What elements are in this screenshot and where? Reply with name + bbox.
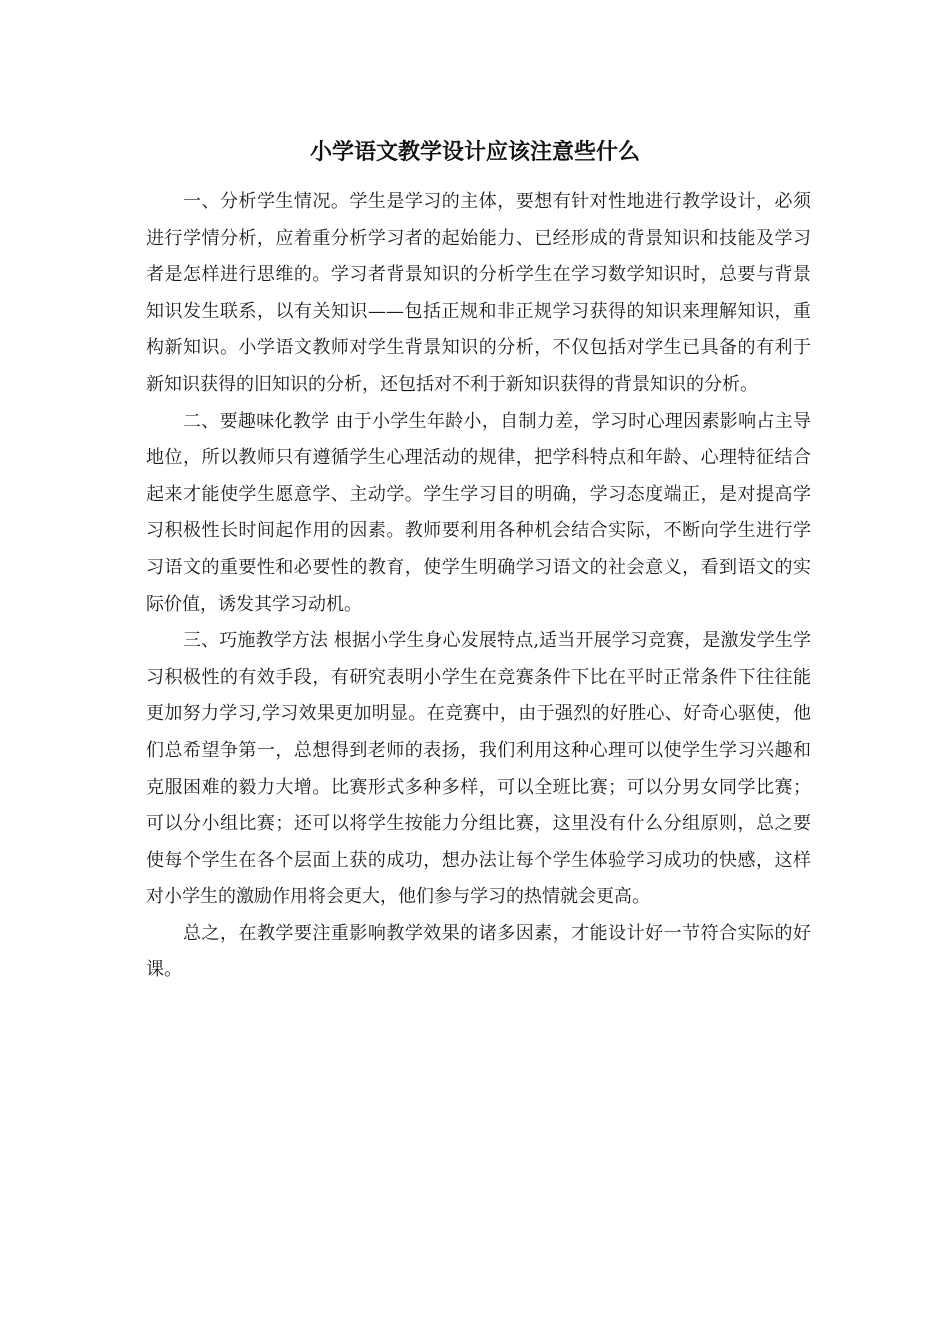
paragraph-fun-teaching: 二、要趣味化教学 由于小学生年龄小，自制力差，学习时心理因素影响占主导地位，所以教师只有遵循学生心理活动的规律，把学科特点和年龄、心理特征结合起来才能使学生愿意学、主动学。学生学习目的明确，学习态度端正，是对提高学习积极性长时间起作用的因素。教师要利用各种机会结合实际，不断向学生进行学习语文的重要性和必要性的教育，使学生明确学习语文的社会意义，看到语文的实际价值，诱发其学习动机。 xyxy=(146,410,811,615)
paragraph-analyze-students: 一、分析学生情况。学生是学习的主体，要想有针对性地进行教学设计，必须进行学情分析，应着重分析学习者的起始能力、已经形成的背景知识和技能及学习者是怎样进行思维的。学习者背景知识的分析学生在学习数学知识时，总要与背景知识发生联系，以有关知识——包括正规和非正规学习获得的知识来理解知识，重构新知识。小学语文教师对学生背景知识的分析，不仅包括对学生已具备的有利于新知识获得的旧知识的分析，还包括对不利于新知识获得的背景知识的分析。 xyxy=(146,191,811,395)
paragraph-conclusion: 总之，在教学要注重影响教学效果的诸多因素，才能设计好一节符合实际的好课。 xyxy=(146,922,811,981)
document-title: 小学语文教学设计应该注意些什么 xyxy=(309,139,640,165)
document-body xyxy=(146,184,811,989)
paragraph-teaching-methods: 三、巧施教学方法 根据小学生身心发展特点,适当开展学习竞赛，是激发学生学习积极性的有效手段，有研究表明小学生在竞赛条件下比在平时正常条件下往往能更加努力学习,学习效果更加明显。在竞赛中，由于强烈的好胜心、好奇心驱使，他们总希望争第一，总想得到老师的表扬，我们利用这种心理可以使学生学习兴趣和克服困难的毅力大增。比赛形式多种多样，可以全班比赛；可以分男女同学比赛；可以分小组比赛；还可以将学生按能力分组比赛，这里没有什么分组原则，总之要使每个学生在各个层面上获的成功，想办法让每个学生体验学习成功的快感，这样对小学生的激励作用将会更大，他们参与学习的热情就会更高。 xyxy=(146,630,811,908)
